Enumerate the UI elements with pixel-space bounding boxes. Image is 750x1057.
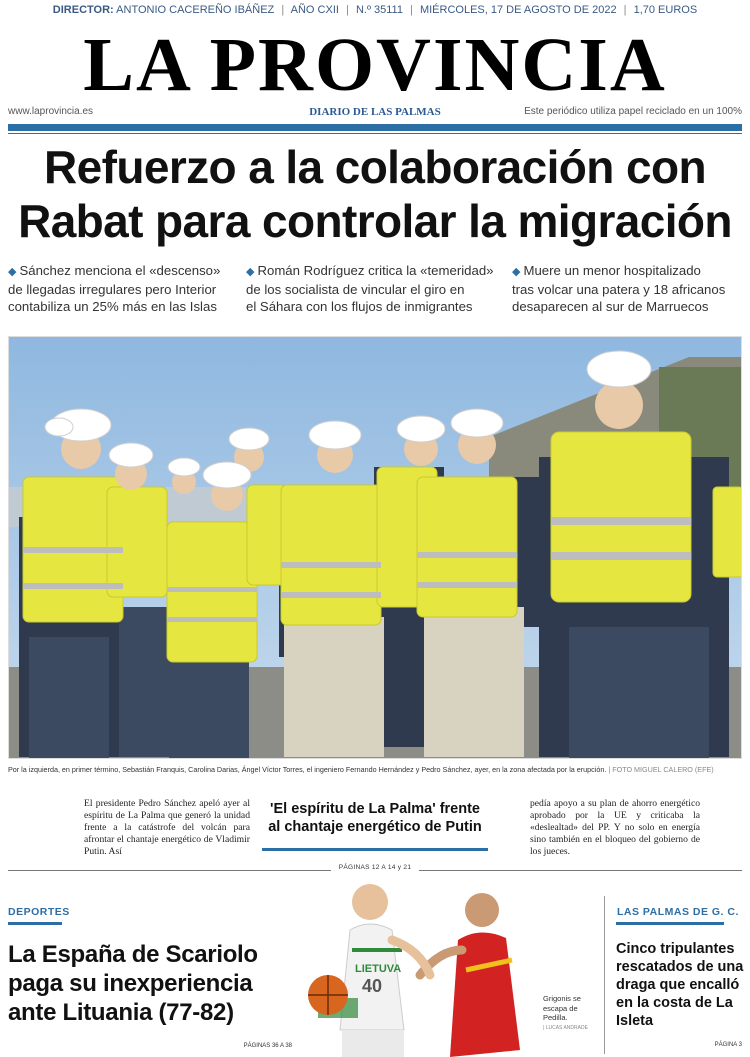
section-rule (616, 922, 724, 925)
website-url[interactable]: www.laprovincia.es (8, 106, 94, 117)
secondary-text-left: El presidente Pedro Sánchez apeló ayer al espíritu de La Palma que generó la unidad frente a la catástrofe del volcán para afrontar el chantaje energético de Vladimir Putin. Así (84, 798, 250, 857)
secondary-pages-row (8, 864, 742, 878)
lead-headline-line: Rabat para controlar la migración (18, 195, 732, 247)
diamond-bullet-icon: ◆ (512, 266, 521, 278)
section-label-deportes: DEPORTES (8, 906, 70, 918)
lead-photo-illustration (9, 337, 742, 759)
masthead-subrow (8, 106, 742, 122)
las-palmas-headline[interactable]: Cinco tripulantes rescatados de una draga que encalló en la costa de La Isleta (616, 941, 744, 1029)
lead-headline[interactable] (8, 140, 742, 248)
lead-photo-caption: Por la izquierda, en primer término, Sebastián Franquis, Carolina Darias, Ángel Víctor Torres, el ingeniero Fernando Hernández y Pedro Sánchez, ayer, en la zona afectada por la erupción. | FOTO MIGUEL CALERO (EFE) (8, 765, 714, 774)
masthead-title: LA PROVINCIA (83, 23, 667, 107)
las-palmas-pages[interactable]: PÁGINA 3 (714, 1042, 742, 1048)
section-rule (8, 922, 62, 925)
sports-photo-note: Grigonis se escapa de Pedilla. | LUCAS ANDRADE (543, 994, 603, 1033)
lead-bullet[interactable]: ◆ Sánchez menciona el «descenso» de llegadas irregulares pero Interior contabiliza un 25% más en las Islas (8, 263, 221, 314)
diamond-bullet-icon: ◆ (246, 266, 255, 278)
sports-headline[interactable]: La España de Scariolo paga su inexperiencia ante Lituania (77-82) (8, 941, 258, 1026)
masthead-subtitle: DIARIO DE LAS PALMAS (309, 106, 441, 118)
sports-pages[interactable]: PÁGINAS 36 A 38 (243, 1043, 292, 1049)
masthead-rule-thin (8, 133, 742, 134)
sports-photo[interactable] (300, 880, 536, 1057)
jersey-text: LIETUVA (355, 963, 402, 975)
issue-number: N.º 35111 (355, 4, 403, 16)
secondary-text-right: pedía apoyo a su plan de ahorro energético aprobado por la UE y criticaba la «deslealtad» del PP. Y no solo en energía sino también en el bloqueo del gobierno de los jueces. (530, 798, 700, 857)
secondary-headline[interactable]: 'El espíritu de La Palma' frente al chantaje energético de Putin (268, 801, 482, 835)
director-name: ANTONIO CACEREÑO IBÁÑEZ (116, 4, 275, 16)
lead-bullet[interactable]: ◆ Román Rodríguez critica la «temeridad» de los socialista de vincular el giro en el Sáhara con los flujos de inmigrantes (246, 263, 494, 314)
masthead-rule (8, 124, 742, 131)
recycled-paper-note: Este periódico utiliza papel reciclado en un 100% (524, 106, 742, 117)
lead-headline-line: Refuerzo a la colaboración con (44, 141, 706, 193)
diamond-bullet-icon: ◆ (8, 266, 17, 278)
lead-bullet[interactable]: ◆ Muere un menor hospitalizado tras volcar una patera y 18 africanos desaparecen al sur de Marruecos (512, 263, 726, 314)
basketball-photo-illustration (300, 880, 536, 1057)
issue-date: MIÉRCOLES, 17 DE AGOSTO DE 2022 (419, 4, 617, 16)
issue-info-bar: DIRECTOR: ANTONIO CACEREÑO IBÁÑEZ | AÑO CXII | N.º 35111 | MIÉRCOLES, 17 DE AGOSTO DE 2022 | 1,70 EUROS (52, 4, 698, 16)
photo-credit: | FOTO MIGUEL CALERO (EFE) (608, 765, 714, 774)
director-label: DIRECTOR: (52, 4, 114, 16)
lead-bullets (8, 262, 742, 314)
issue-price: 1,70 EUROS (633, 4, 698, 16)
secondary-rule (262, 848, 488, 851)
photo-credit: | LUCAS ANDRADE (543, 1024, 588, 1031)
column-separator (604, 896, 605, 1054)
secondary-pages[interactable]: PÁGINAS 12 A 14 y 21 (331, 864, 420, 871)
lead-photo[interactable] (8, 336, 742, 759)
section-label-las-palmas: LAS PALMAS DE G. C. (617, 906, 739, 918)
issue-year: AÑO CXII (290, 4, 339, 16)
jersey-number: 40 (362, 976, 383, 996)
